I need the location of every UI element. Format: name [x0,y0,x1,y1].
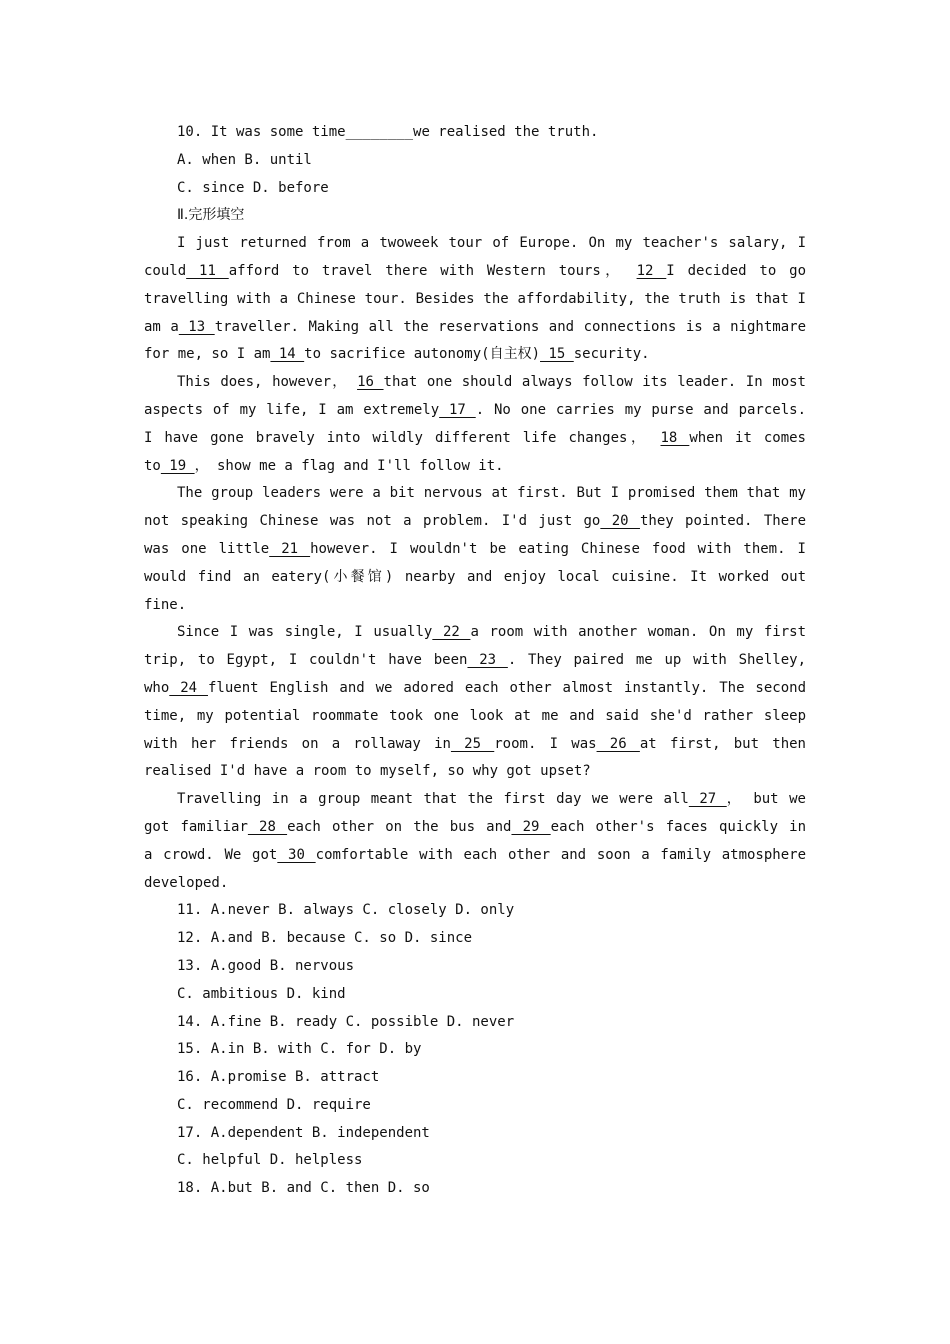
stem-text: we realised the truth. [413,124,599,140]
option-line: 16. A.promise B. attract [177,1069,380,1086]
question-10-options-cd: C. since D. before [177,179,329,196]
blank-17: 17 [439,401,476,418]
passage-line: time, my potential roommate took one look at me and said she'd rather sleep [144,707,806,724]
blank-21: 21 [269,540,311,557]
passage-line: for me, so I am 14 to sacrifice autonomy(自主权) 15 security. [144,346,650,363]
blank-20: 20 [600,513,640,530]
passage-line: got familiar 28 each other on the bus and 29 each other's faces quickly in [144,818,807,835]
passage-line: fine. [144,596,187,613]
blank-14: 14 [270,346,305,363]
passage-line: travelling with a Chinese tour. Besides the affordability, the truth is that I [144,290,806,307]
option-line: 18. A.but B. and C. then D. so [177,1180,430,1197]
blank-15: 15 [540,346,574,363]
passage-line: trip, to Egypt, I couldn't have been 23 . They paired me up with Shelley, [144,652,807,669]
answer-blank: ________ [345,124,414,140]
passage-line: not speaking Chinese was not a problem. I'd just go 20 they pointed. There [144,513,806,530]
section-heading: Ⅱ.完形填空 [177,207,245,224]
passage-line: with her friends on a rollaway in 25 room. I was 26 at first, but then [144,735,806,752]
option-line: C. recommend D. require [177,1096,371,1113]
passage-line: This does, however， 16 that one should always follow its leader. In most [177,374,806,391]
option-line: 12. A.and B. because C. so D. since [177,930,473,947]
worksheet-page [144,119,806,1203]
passage-line: The group leaders were a bit nervous at first. But I promised them that my [177,485,806,502]
passage-line: Travelling in a group meant that the first day we were all 27 ， but we [177,791,806,808]
blank-22: 22 [432,624,471,641]
option-line: 14. A.fine B. ready C. possible D. never [177,1013,515,1030]
option-line: C. helpful D. helpless [177,1152,363,1169]
passage-line: would find an eatery(小餐馆) nearby and enjoy local cuisine. It worked out [144,568,806,585]
blank-23: 23 [467,652,508,669]
passage-line: realised I'd have a room to myself, so why got upset? [144,763,591,780]
option-line: 15. A.in B. with C. for D. by [177,1041,422,1058]
passage-line: to 19 ， show me a flag and I'll follow it. [144,457,504,474]
blank-16: 16 [357,374,384,391]
option-line: 11. A.never B. always C. closely D. only [177,902,515,919]
option-line: 17. A.dependent B. independent [177,1124,430,1141]
blank-28: 28 [247,818,288,835]
option-line: 13. A.good B. nervous [177,957,355,974]
passage-line: am a 13 traveller. Making all the reservations and connections is a nightmare [144,318,806,335]
passage-line: a crowd. We got 30 comfortable with each other and soon a family atmosphere [144,846,807,863]
option-line: C. ambitious D. kind [177,985,346,1002]
passage-line: I have gone bravely into wildly different life changes， 18 when it comes [144,429,806,446]
stem-text: 10. It was some time [177,124,346,140]
blank-12: 12 [636,262,667,279]
blank-29: 29 [511,818,551,835]
blank-11: 11 [186,262,229,279]
passage-line: could 11 afford to travel there with Western tours， 12 I decided to go [144,262,807,279]
blank-13: 13 [178,318,215,335]
passage-line: developed. [144,874,229,891]
blank-30: 30 [277,846,316,863]
blank-27: 27 [688,791,727,808]
passage-line: was one little 21 however. I wouldn't be eating Chinese food with them. I [144,540,806,557]
blank-24: 24 [169,679,208,696]
question-10-stem [144,119,806,147]
blank-18: 18 [660,429,690,446]
passage-line: Since I was single, I usually 22 a room with another woman. On my first [177,624,807,641]
question-10-options-ab: A. when B. until [177,151,312,168]
blank-26: 26 [596,735,640,752]
passage-line: aspects of my life, I am extremely 17 . No one carries my purse and parcels. [144,401,806,418]
passage-line: I just returned from a twoweek tour of Europe. On my teacher's salary, I [177,235,806,252]
blank-19: 19 [160,457,195,474]
blank-25: 25 [450,735,495,752]
passage-line: who 24 fluent English and we adored each other almost instantly. The second [144,679,806,696]
